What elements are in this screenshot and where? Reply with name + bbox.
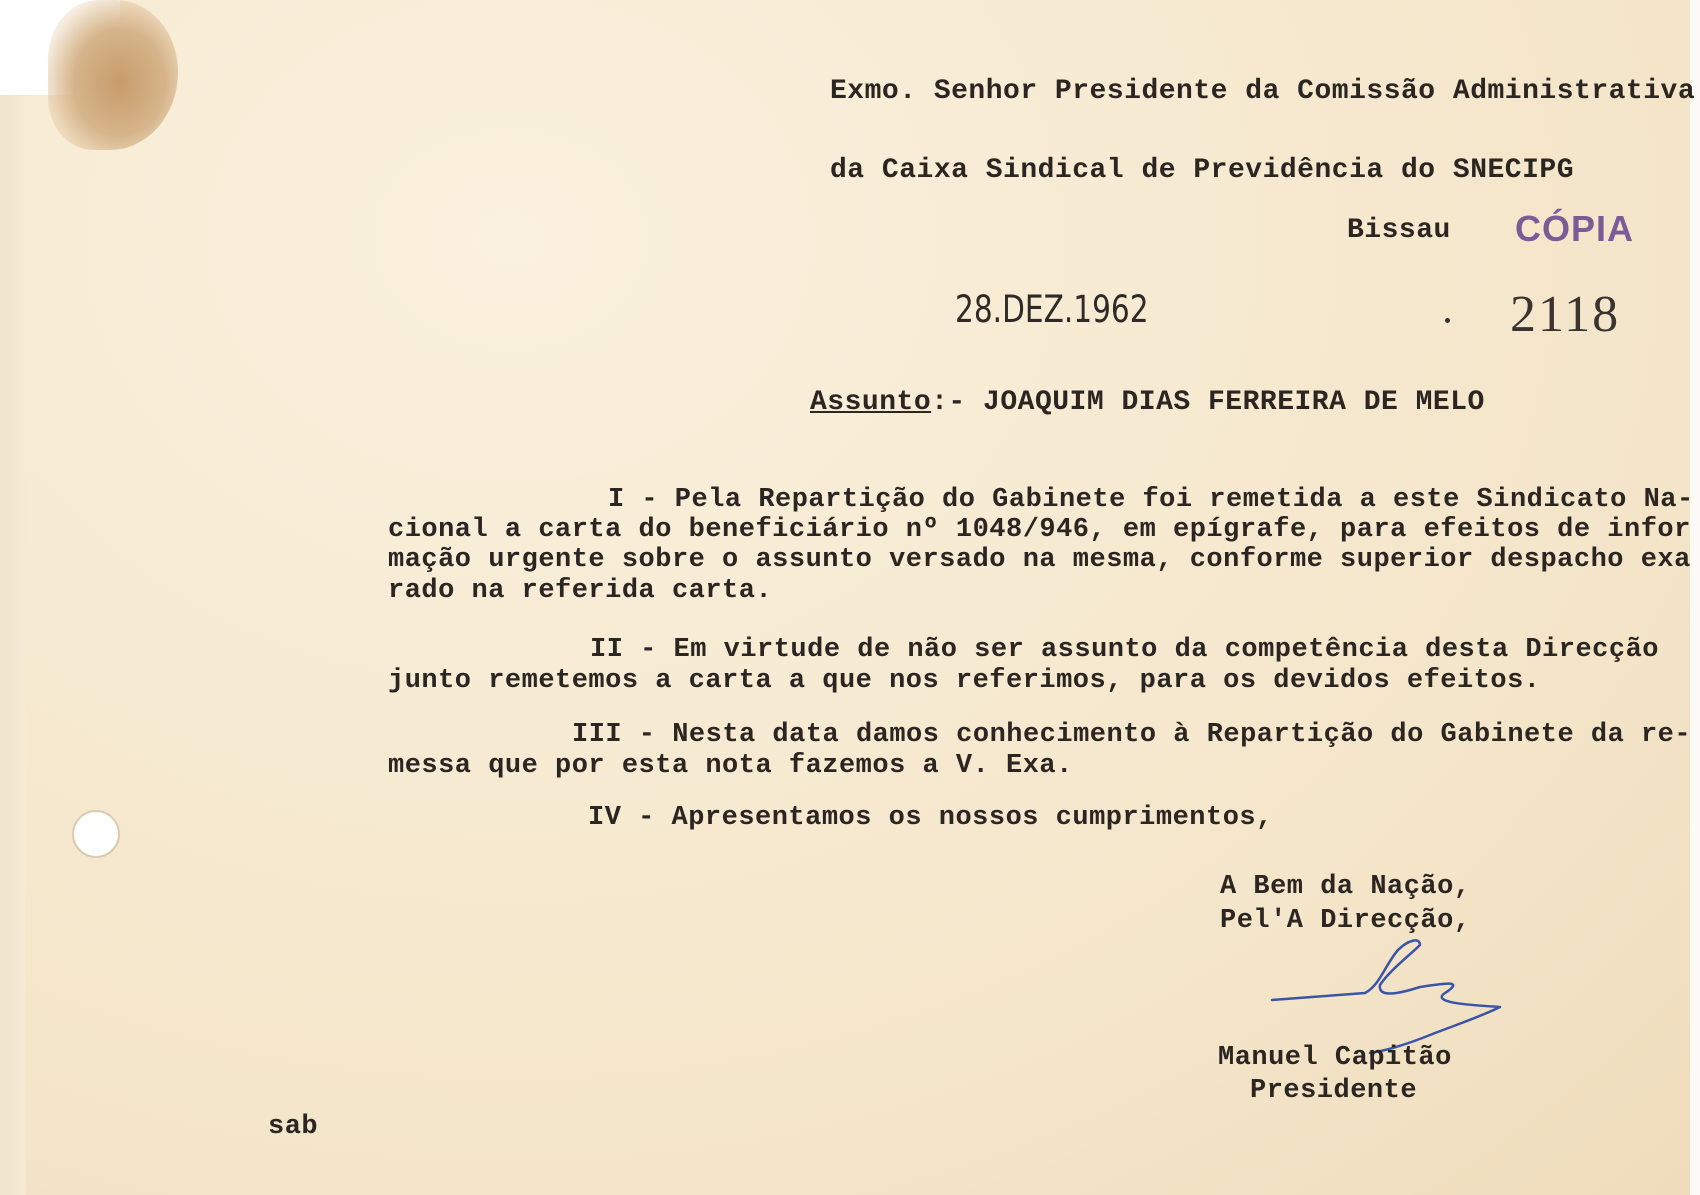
tape-stain [48, 0, 178, 150]
paragraph-2-line-1: II - Em virtude de não ser assunto da competência desta Direcção [590, 635, 1659, 665]
signature-stroke [1272, 940, 1500, 1053]
stamp-dot [1445, 318, 1450, 323]
page-right-edge [1690, 0, 1700, 1195]
city: Bissau [1347, 215, 1451, 246]
subject-label: Assunto [810, 387, 932, 418]
subject-line [810, 387, 1485, 418]
paragraph-1-line-4: rado na referida carta. [388, 576, 773, 606]
subject-separator: :- [931, 387, 984, 418]
paragraph-3-line-2: messa que por esta nota fazemos a V. Exa. [388, 751, 1073, 781]
date-stamp: 28.DEZ.1962 [955, 288, 1149, 331]
addressee-line-2: da Caixa Sindical de Previdência do SNECIPG [830, 155, 1575, 186]
paragraph-1-line-1: I - Pela Repartição do Gabinete foi remetida a este Sindicato Na- [608, 485, 1694, 515]
punch-hole [72, 810, 120, 858]
typist-initials: sab [268, 1112, 319, 1142]
page-left-edge [0, 95, 26, 1195]
closing-line-1: A Bem da Nação, [1220, 872, 1471, 902]
paragraph-1-line-3: mação urgente sobre o assunto versado na mesma, conforme superior despacho exa [388, 545, 1691, 575]
paragraph-1-line-2: cional a carta do beneficiário nº 1048/946, em epígrafe, para efeitos de infor [388, 515, 1691, 545]
signer-title: Presidente [1250, 1076, 1418, 1106]
copy-stamp: CÓPIA [1515, 208, 1635, 249]
subject-value: JOAQUIM DIAS FERREIRA DE MELO [983, 387, 1485, 418]
paragraph-4-line-1: IV - Apresentamos os nossos cumprimentos, [588, 803, 1273, 833]
paragraph-3-line-1: III - Nesta data damos conhecimento à Repartição do Gabinete da re- [572, 720, 1692, 750]
signer-name: Manuel Capitão [1218, 1043, 1452, 1073]
reference-number: 2118 [1510, 286, 1621, 343]
paragraph-2-line-2: junto remetemos a carta a que nos referimos, para os devidos efeitos. [388, 666, 1541, 696]
closing-line-2: Pel'A Direcção, [1220, 906, 1471, 936]
addressee-line-1: Exmo. Senhor Presidente da Comissão Administrativa [830, 76, 1696, 107]
